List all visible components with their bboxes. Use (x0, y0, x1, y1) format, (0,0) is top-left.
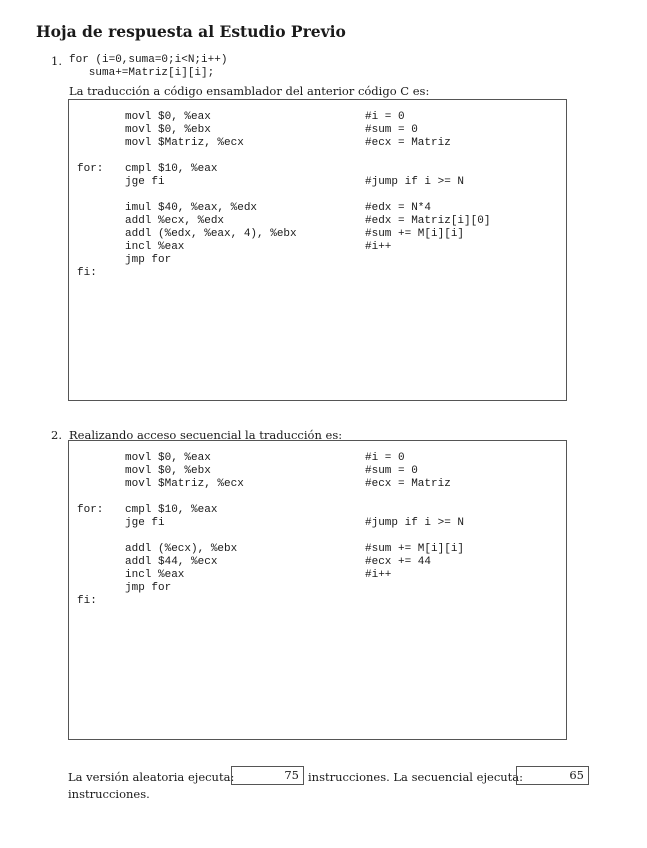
answer-box-random-access (68, 99, 567, 401)
asm-comment: #jump if i >= N (365, 517, 465, 529)
asm-comment: #ecx = Matriz (365, 478, 451, 490)
instructions-suffix: instrucciones. (68, 787, 150, 801)
asm-comment: #i = 0 (365, 111, 405, 123)
random-instruction-count-field[interactable]: 75 (231, 766, 304, 785)
asm-instruction: addl %ecx, %edx (125, 215, 225, 227)
c-code-line: for (i=0,suma=0;i<N;i++) (69, 54, 228, 66)
asm-instruction: cmpl $10, %eax (125, 504, 218, 516)
asm-instruction: movl $Matriz, %ecx (125, 478, 244, 490)
asm-label: fi: (77, 267, 97, 279)
asm-comment: #sum += M[i][i] (365, 543, 465, 555)
asm-comment: #i++ (365, 569, 392, 581)
asm-comment: #jump if i >= N (365, 176, 465, 188)
asm-instruction: addl (%ecx), %ebx (125, 543, 238, 555)
asm-label: fi: (77, 595, 97, 607)
asm-instruction: cmpl $10, %eax (125, 163, 218, 175)
question-2-number: 2. (51, 428, 62, 442)
asm-instruction: addl $44, %ecx (125, 556, 218, 568)
asm-instruction: addl (%edx, %eax, 4), %ebx (125, 228, 297, 240)
c-code-snippet (69, 54, 227, 80)
question-1-number: 1. (51, 54, 62, 68)
asm-instruction: movl $0, %eax (125, 111, 211, 123)
sequential-count-label: instrucciones. La secuencial ejecuta: (308, 770, 524, 784)
asm-instruction: jge fi (125, 176, 165, 188)
asm-instruction: movl $0, %ebx (125, 124, 211, 136)
asm-comment: #ecx = Matriz (365, 137, 451, 149)
page-title: Hoja de respuesta al Estudio Previo (36, 22, 346, 41)
random-count-label: La versión aleatoria ejecuta: (68, 770, 235, 784)
asm-instruction: jmp for (125, 582, 172, 594)
asm-instruction: incl %eax (125, 241, 185, 253)
c-code-line: suma+=Matriz[i][i]; (69, 67, 215, 79)
asm-instruction: movl $Matriz, %ecx (125, 137, 244, 149)
asm-comment: #sum += M[i][i] (365, 228, 465, 240)
asm-label: for: (77, 504, 104, 516)
asm-comment: #edx = N*4 (365, 202, 432, 214)
asm-comment: #i = 0 (365, 452, 405, 464)
asm-comment: #edx = Matriz[i][0] (365, 215, 491, 227)
asm-comment: #ecx += 44 (365, 556, 432, 568)
asm-comment: #i++ (365, 241, 392, 253)
asm-comment: #sum = 0 (365, 124, 418, 136)
answer-box-sequential-access (68, 440, 567, 740)
asm-instruction: movl $0, %ebx (125, 465, 211, 477)
asm-instruction: movl $0, %eax (125, 452, 211, 464)
asm-instruction: incl %eax (125, 569, 185, 581)
question-2-caption: Realizando acceso secuencial la traducción es: (69, 428, 343, 442)
question-1-caption: La traducción a código ensamblador del anterior código C es: (69, 84, 430, 98)
asm-comment: #sum = 0 (365, 465, 418, 477)
asm-instruction: imul $40, %eax, %edx (125, 202, 258, 214)
asm-instruction: jmp for (125, 254, 172, 266)
asm-label: for: (77, 163, 104, 175)
asm-instruction: jge fi (125, 517, 165, 529)
sequential-instruction-count-field[interactable]: 65 (516, 766, 589, 785)
